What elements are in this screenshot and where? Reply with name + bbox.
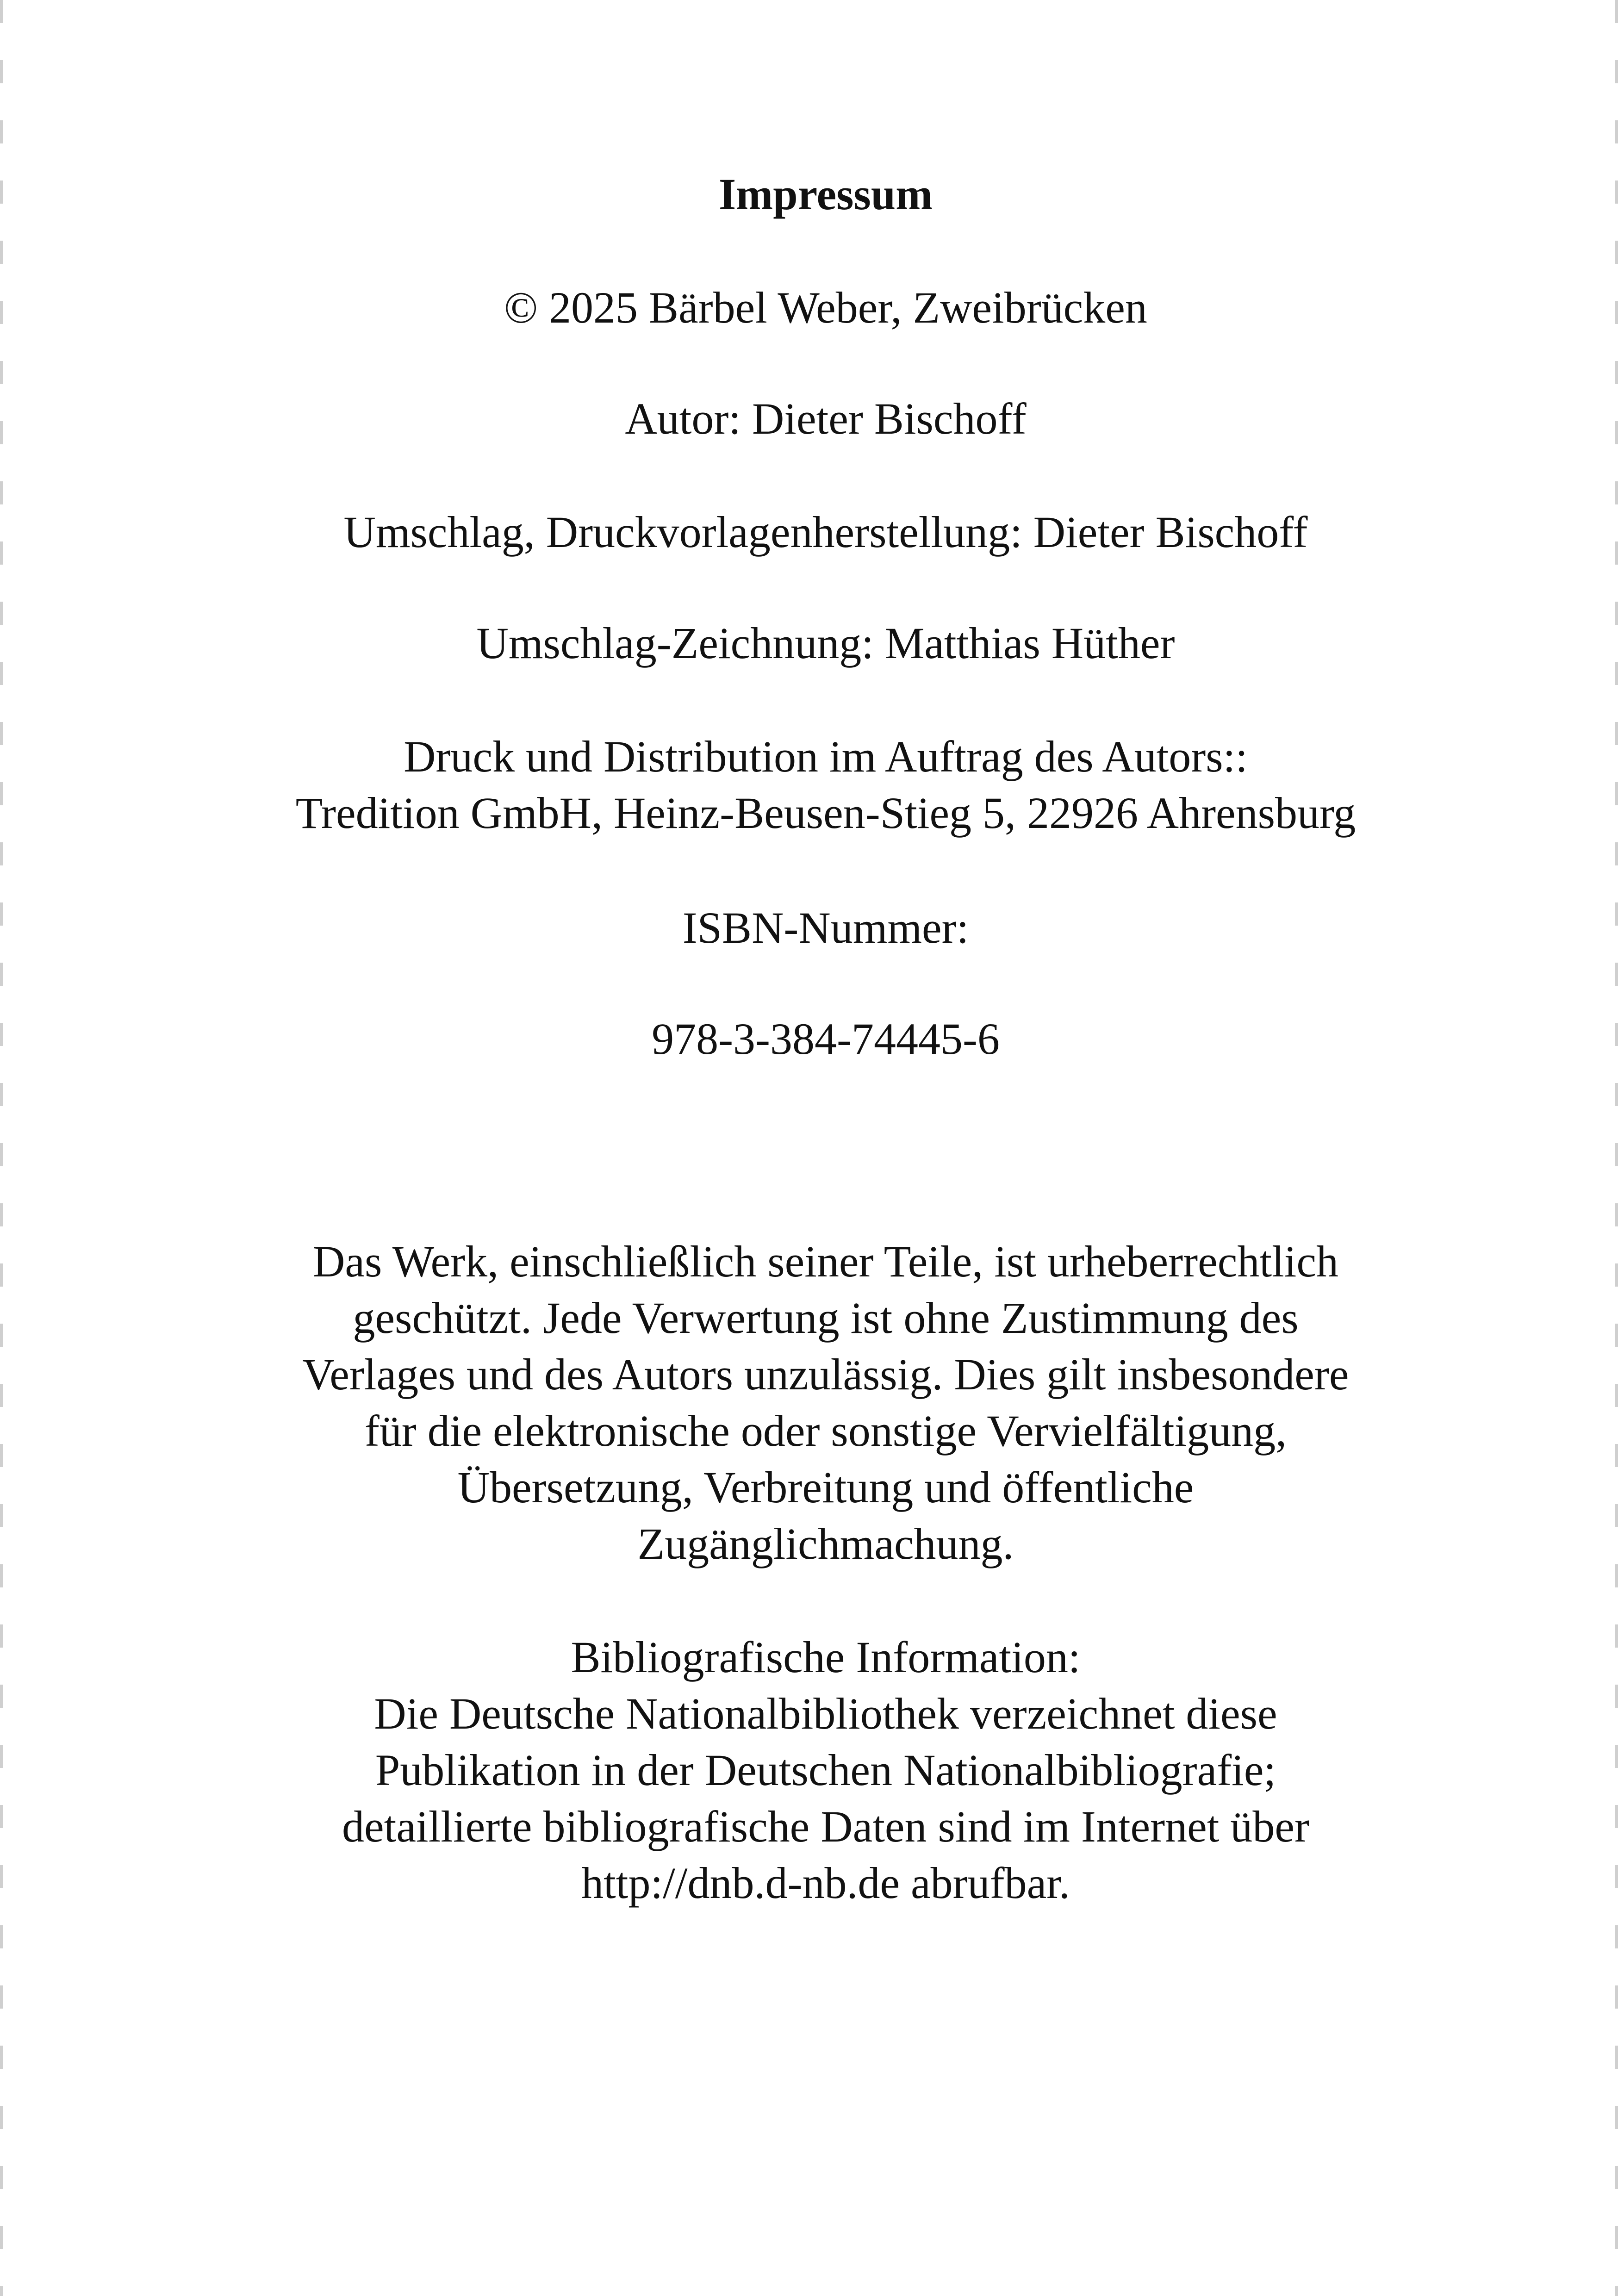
page-title: Impressum	[718, 169, 933, 219]
bibliographic-line: detaillierte bibliografische Daten sind im Internet über	[342, 1802, 1309, 1851]
isbn-label: ISBN-Nummer:	[682, 903, 969, 952]
copyright-notice-line: geschützt. Jede Verwertung ist ohne Zustimmung des	[353, 1293, 1299, 1343]
publisher-address-line: Tredition GmbH, Heinz-Beusen-Stieg 5, 22926 Ahrensburg	[295, 788, 1356, 838]
isbn-value: 978-3-384-74445-6	[652, 1014, 1000, 1064]
copyright-notice-line: Zugänglichmachung.	[637, 1519, 1014, 1568]
copyright-notice-line: für die elektronische oder sonstige Vervielfältigung,	[364, 1406, 1287, 1456]
author-line: Autor: Dieter Bischoff	[625, 394, 1027, 443]
bibliographic-line: Publikation in der Deutschen Nationalbibliografie;	[375, 1745, 1276, 1795]
print-distribution-line: Druck und Distribution im Auftrag des Autors::	[404, 732, 1248, 781]
cover-layout-line: Umschlag, Druckvorlagenherstellung: Dieter Bischoff	[343, 507, 1308, 557]
cover-drawing-line: Umschlag-Zeichnung: Matthias Hüther	[476, 618, 1175, 668]
copyright-notice	[0, 1233, 1618, 1572]
copyright-notice-line: Übersetzung, Verbreitung und öffentliche	[457, 1462, 1194, 1512]
copyright-notice-line: Verlages und des Autors unzulässig. Dies gilt insbesondere	[302, 1350, 1349, 1399]
copyright-notice-line: Das Werk, einschließlich seiner Teile, ist urheberrechtlich	[313, 1237, 1338, 1286]
bibliographic-information	[0, 1629, 1618, 1911]
bibliographic-heading: Bibliografische Information:	[571, 1632, 1081, 1682]
bibliographic-line: Die Deutsche Nationalbibliothek verzeichnet diese	[374, 1689, 1277, 1738]
bibliographic-url-line: http://dnb.d-nb.de abrufbar.	[581, 1858, 1070, 1908]
copyright-line: © 2025 Bärbel Weber, Zweibrücken	[504, 283, 1147, 332]
